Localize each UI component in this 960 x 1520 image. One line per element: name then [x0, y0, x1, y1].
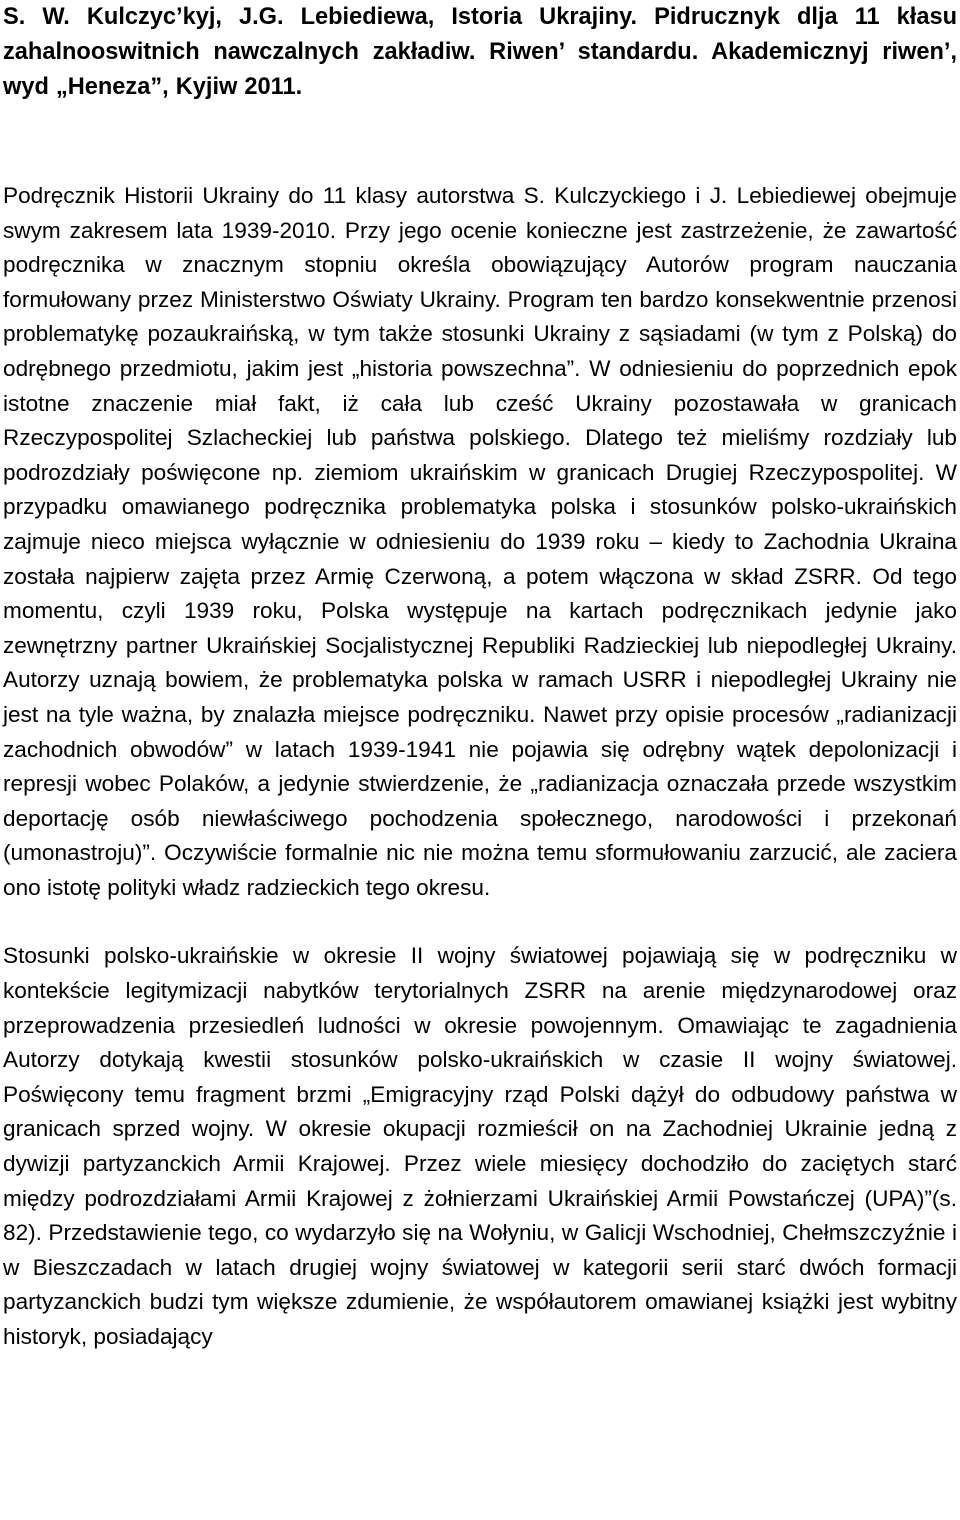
- document-heading: S. W. Kulczyc’kyj, J.G. Lebiediewa, Istoria Ukrajiny. Pidrucznyk dlja 11 kłasu zahalnooswitnich nawczalnych zakładiw. Riwen’ standardu. Akademicznyj riwen’, wyd „Heneza”, Kyjiw 2011.: [3, 4, 957, 100]
- paragraph-1: Podręcznik Historii Ukrainy do 11 klasy autorstwa S. Kulczyckiego i J. Lebiediewej obejmuje swym zakresem lata 1939-2010. Przy jego ocenie konieczne jest zastrzeżenie, że zawartość podręcznika w znacznym stopniu określa obowiązujący Autorów program nauczania formułowany przez Ministerstwo Oświaty Ukrainy. Program ten bardzo konsekwentnie przenosi problematykę pozaukraińską, w tym także stosunki Ukrainy z sąsiadami (w tym z Polską) do odrębnego przedmiotu, jakim jest „historia powszechna”. W odniesieniu do poprzednich epok istotne znaczenie miał fakt, iż cała lub cześć Ukrainy pozostawała w granicach Rzeczypospolitej Szlacheckiej lub państwa polskiego. Dlatego też mieliśmy rozdziały lub podrozdziały poświęcone np. ziemiom ukraińskim w granicach Drugiej Rzeczypospolitej. W przypadku omawianego podręcznika problematyka polska i stosunków polsko-ukraińskich zajmuje nieco miejsca wyłącznie w odniesieniu do 1939 roku – kiedy to Zachodnia Ukraina została najpierw zajęta przez Armię Czerwoną, a potem włączona w skład ZSRR. Od tego momentu, czyli 1939 roku, Polska występuje na kartach podręcznikach jedynie jako zewnętrzny partner Ukraińskiej Socjalistycznej Republiki Radzieckiej lub niepodległej Ukrainy. Autorzy uznają bowiem, że problematyka polska w ramach USRR i niepodległej Ukrainy nie jest na tyle ważna, by znalazła miejsce podręczniku. Nawet przy opisie procesów „radianizacji zachodnich obwodów” w latach 1939-1941 nie pojawia się odrębny wątek depolonizacji i represji wobec Polaków, a jedynie stwierdzenie, że „radianizacja oznaczała przede wszystkim deportację osób niewłaściwego pochodzenia społecznego, narodowości i przekonań (umonastroju)”. Oczywiście formalnie nic nie można temu sformułowaniu zarzucić, ale zaciera ono istotę polityki władz radzieckich tego okresu.: [3, 183, 957, 900]
- paragraph-2: Stosunki polsko-ukraińskie w okresie II wojny światowej pojawiają się w podręczniku w kontekście legitymizacji nabytków terytorialnych ZSRR na arenie międzynarodowej oraz przeprowadzenia przesiedleń ludności w okresie powojennym. Omawiając te zagadnienia Autorzy dotykają kwestii stosunków polsko-ukraińskich w czasie II wojny światowej. Poświęcony temu fragment brzmi „Emigracyjny rząd Polski dążył do odbudowy państwa w granicach sprzed wojny. W okresie okupacji rozmieścił on na Zachodniej Ukrainie jedną z dywizji partyzanckich Armii Krajowej. Przez wiele miesięcy dochodziło do zaciętych starć między podrozdziałami Armii Krajowej z żołnierzami Ukraińskiej Armii Powstańczej (UPA)”(s. 82). Przedstawienie tego, co wydarzyło się na Wołyniu, w Galicji Wschodniej, Chełmszczyźnie i w Bieszczadach w latach drugiej wojny światowej w kategorii serii starć dwóch formacji partyzanckich budzi tym większe zdumienie, że współautorem omawianej książki jest wybitny historyk, posiadający: [3, 943, 957, 1349]
